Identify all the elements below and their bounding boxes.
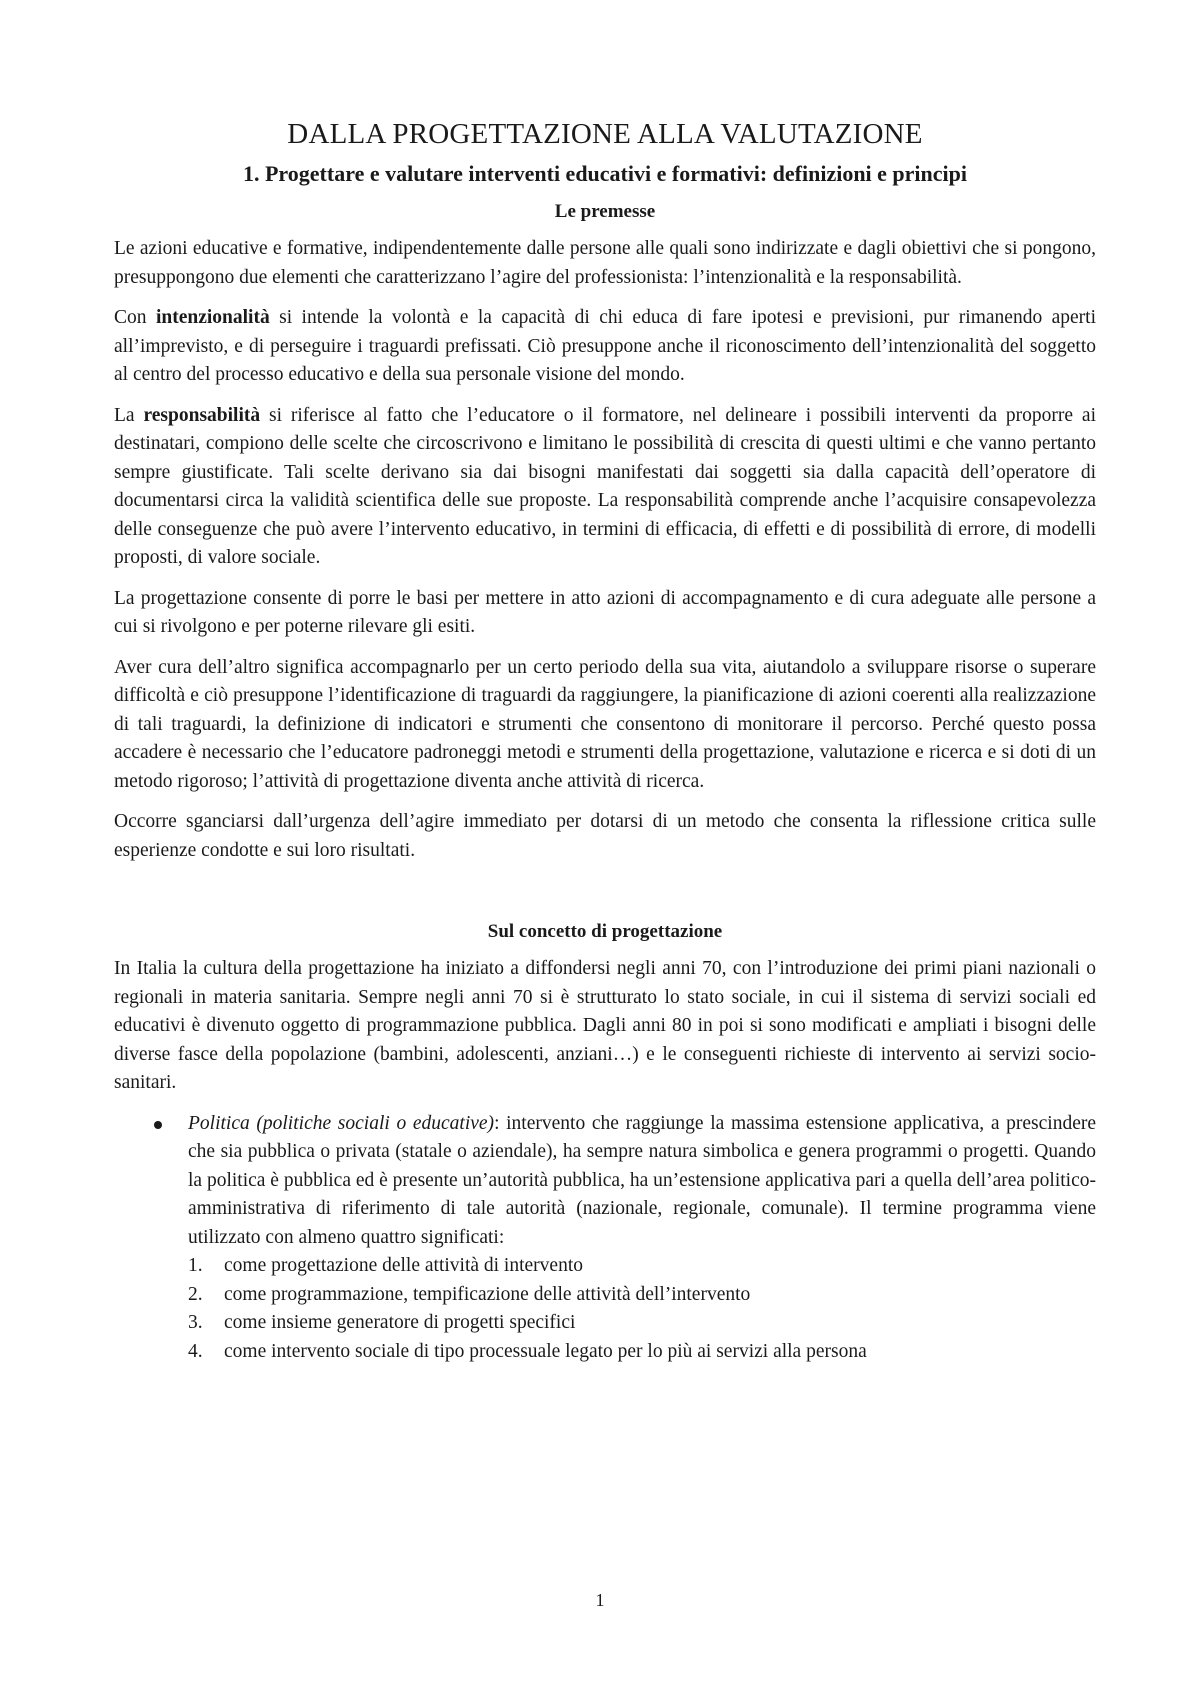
document-page — [114, 112, 1096, 1366]
paragraph: In Italia la cultura della progettazione ha iniziato a diffondersi negli anni 70, con l’introduzione dei primi piani nazionali o regionali in materia sanitaria. Sempre negli anni 70 si è strutturato lo stato sociale, in cui il sistema di servizi sociali ed educativi è divenuto oggetto di programmazione pubblica. Dagli anni 80 in poi si sono modificati e ampliati i bisogni delle diverse fasce della popolazione (bambini, adolescenti, anziani…) e le conseguenti richieste di intervento ai servizi socio-sanitari. — [114, 958, 1096, 1093]
numbered-item — [188, 1252, 1096, 1281]
numbered-item — [188, 1338, 1096, 1367]
numbered-item — [188, 1309, 1096, 1338]
paragraph-intenzionalita — [114, 304, 1096, 390]
bullet-item-politica — [114, 1110, 1096, 1367]
paragraph-text: si intende la volontà e la capacità di chi educa di fare ipotesi e previsioni, pur rimanendo aperti all’imprevisto, e di perseguire i traguardi prefissati. Ciò presuppone anche il riconoscimento dell’intenzionalità del soggetto al centro del processo educativo e della sua personale visione del mondo. — [114, 307, 1097, 385]
item-text: come programmazione, tempificazione delle attività dell’intervento — [224, 1283, 751, 1305]
paragraph: La progettazione consente di porre le basi per mettere in atto azioni di accompagnamento e di cura adeguate alle persone a cui si rivolgono e per poterne rilevare gli esiti. — [114, 587, 1096, 637]
item-text: come insieme generatore di progetti specifici — [224, 1312, 576, 1333]
paragraph: Aver cura dell’altro significa accompagnarlo per un certo periodo della sua vita, aiutandolo a sviluppare risorse o superare difficoltà e ciò presuppone l’identificazione di traguardi da raggiungere, la pianificazione di azioni coerenti alla realizzazione di tali traguardi, la definizione di indicatori e strumenti che consentono di monitorare il percorso. Perché questo possa accadere è necessario che l’educatore padroneggi metodi e strumenti della progettazione, valutazione e ricerca e si doti di un metodo rigoroso; l’attività di progettazione diventa anche attività di ricerca. — [114, 656, 1096, 792]
item-text: come progettazione delle attività di intervento — [224, 1255, 583, 1276]
item-number: 1. — [188, 1255, 203, 1276]
bullet-icon — [154, 1121, 162, 1129]
bold-term-responsabilita: responsabilità — [143, 404, 261, 426]
paragraph: Le azioni educative e formative, indipendentemente dalle persone alle quali sono indirizzate e dagli obiettivi che si pongono, presuppongono due elementi che caratterizzano l’agire del professionista: l’intenzionalità e la responsabilità. — [114, 238, 1096, 288]
document-title: DALLA PROGETTAZIONE ALLA VALUTAZIONE — [287, 118, 923, 150]
item-number: 3. — [188, 1312, 203, 1333]
section-heading-progettazione: Sul concetto di progettazione — [487, 921, 723, 942]
paragraph-text: si riferisce al fatto che l’educatore o il formatore, nel delineare i possibili interventi da proporre ai destinatari, compiono delle scelte che circoscrivono e limitano le possibilità di crescita di questi ultimi e che vanno pertanto sempre giustificate. Tali scelte derivano sia dai bisogni manifestati dai soggetti sia dalla capacità dell’operatore di documentarsi circa la validità scientifica delle sue proposte. La responsabilità comprende anche l’acquisire consapevolezza delle conseguenze che può avere l’intervento educativo, in termini di efficacia, di effetti e di possibilità di errore, di modelli proposti, di valore sociale. — [114, 404, 1096, 568]
numbered-list — [188, 1252, 1096, 1366]
numbered-item — [188, 1281, 1096, 1310]
paragraph: Occorre sganciarsi dall’urgenza dell’agire immediato per dotarsi di un metodo che consenta la riflessione critica sulle esperienze condotte e sui loro risultati. — [114, 811, 1096, 861]
bullet-text: : intervento che raggiunge la massima estensione applicativa, a prescindere che sia pubblica o privata (statale o aziendale), ha sempre natura simbolica e genera programmi o progetti. Quando la politica è pubblica ed è presente un’autorità pubblica, ha un’estensione applicativa pari a quella dell’area politico-amministrativa di riferimento di tale autorità (nazionale, regionale, comunale). Il termine programma viene utilizzato con almeno quattro significati: — [188, 1112, 1096, 1248]
paragraph-responsabilita — [114, 402, 1096, 573]
bullet-list — [114, 1110, 1096, 1367]
paragraph-text: Con — [114, 307, 156, 328]
item-text: come intervento sociale di tipo processuale legato per lo più ai servizi alla persona — [224, 1340, 867, 1362]
item-number: 4. — [188, 1340, 203, 1362]
paragraph-text: La — [114, 404, 144, 426]
page-number: 1 — [595, 1590, 605, 1610]
chapter-title: 1. Progettare e valutare interventi educativi e formativi: definizioni e principi — [242, 161, 968, 186]
italic-term-politica: Politica (politiche sociali o educative) — [188, 1112, 495, 1134]
section-heading-premesse: Le premesse — [554, 201, 656, 222]
bold-term-intenzionalita: intenzionalità — [155, 307, 270, 328]
item-number: 2. — [188, 1283, 203, 1305]
